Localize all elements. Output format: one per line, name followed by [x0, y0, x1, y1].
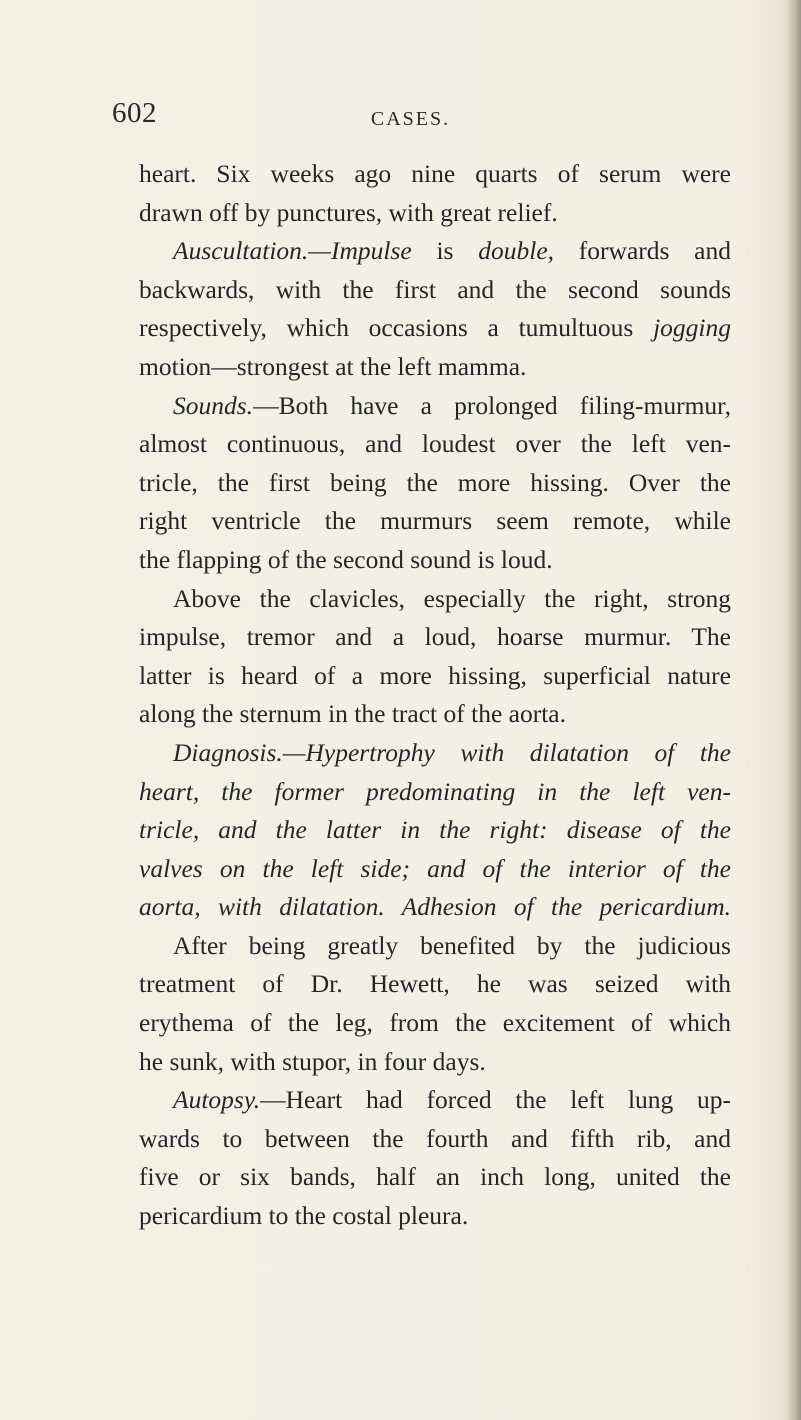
text-line: heart, the former predominating in the left ven-	[139, 776, 731, 806]
text-line: he sunk, with stupor, in four days.	[139, 1046, 486, 1076]
page-number: 602	[112, 97, 157, 129]
text-line: motion—strongest at the left mamma.	[139, 351, 527, 381]
text-line: backwards, with the first and the second sounds	[139, 274, 731, 304]
text-line: the flapping of the second sound is loud.	[139, 544, 553, 574]
text-line: treatment of Dr. Hewett, he was seized with	[139, 969, 731, 999]
text-line: wards to between the fourth and fifth rib, and	[139, 1123, 731, 1153]
text-line: respectively, which occasions a tumultuous jogging	[139, 313, 731, 343]
body-text	[139, 155, 731, 1236]
text-line: Above the clavicles, especially the right, strong	[173, 583, 731, 613]
text-line: almost continuous, and loudest over the left ven-	[139, 429, 731, 459]
text-line: drawn off by punctures, with great relief.	[139, 197, 558, 227]
text-line: After being greatly benefited by the judicious	[173, 930, 731, 960]
text-line: latter is heard of a more hissing, superficial nature	[139, 660, 731, 690]
text-line: aorta, with dilatation. Adhesion of the pericardium.	[139, 892, 731, 922]
text-line: along the sternum in the tract of the aorta.	[139, 699, 566, 729]
text-line: five or six bands, half an inch long, united the	[139, 1162, 731, 1192]
text-line: heart. Six weeks ago nine quarts of serum were	[139, 159, 731, 188]
text-line: impulse, tremor and a loud, hoarse murmur. The	[139, 622, 731, 652]
text-line: tricle, and the latter in the right: disease of the	[139, 815, 731, 845]
text-line: valves on the left side; and of the interior of the	[139, 853, 731, 883]
text-line: Sounds.—Both have a prolonged filing-murmur,	[173, 390, 731, 420]
text-line: erythema of the leg, from the excitement of which	[139, 1008, 731, 1038]
text-line: tricle, the first being the more hissing. Over the	[139, 467, 731, 497]
text-line: Auscultation.—Impulse is double, forwards and	[173, 236, 732, 266]
page-edge-shadow	[785, 0, 801, 1420]
text-line: Autopsy.—Heart had forced the left lung up-	[173, 1085, 731, 1115]
text-line: pericardium to the costal pleura.	[139, 1201, 469, 1231]
text-line: right ventricle the murmurs seem remote, while	[139, 506, 731, 536]
text-line: Diagnosis.—Hypertrophy with dilatation of the	[173, 737, 731, 767]
running-head: CASES.	[370, 108, 451, 130]
